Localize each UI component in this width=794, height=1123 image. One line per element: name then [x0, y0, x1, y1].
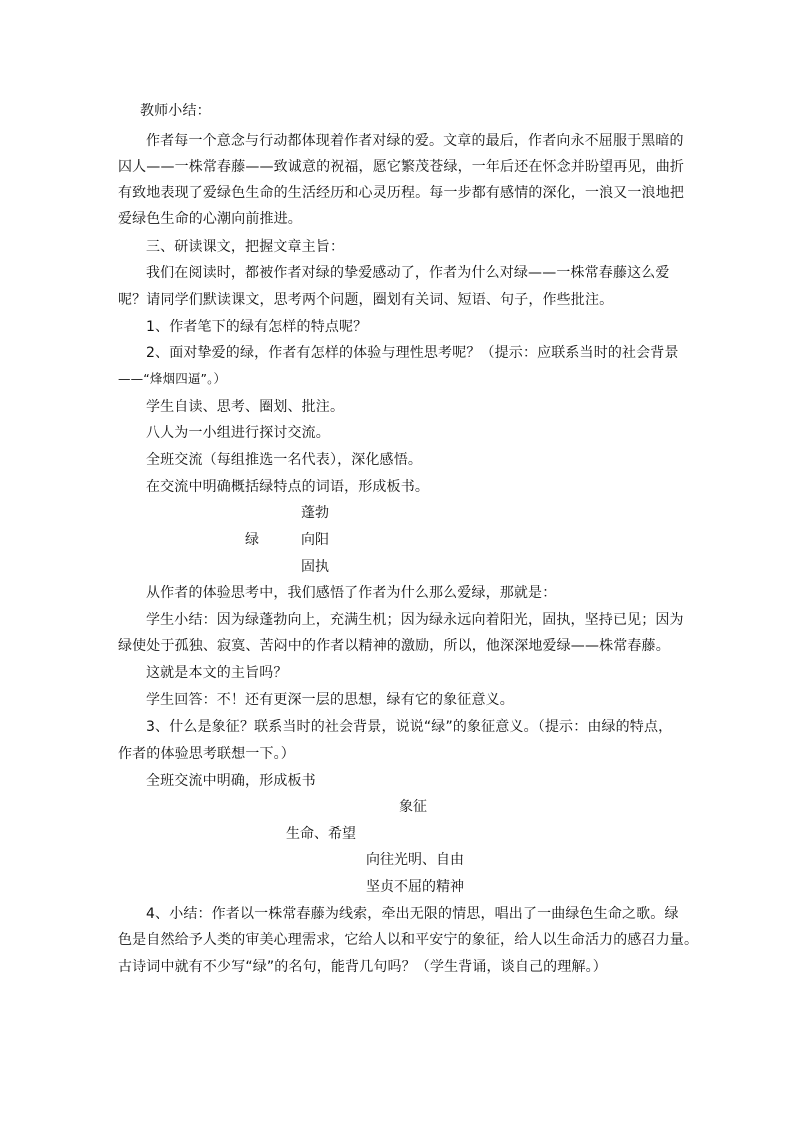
question-4-line: 色是自然给予人类的审美心理需求，它给人以和平安宁的象征，给人以生命活力的感召力量。: [118, 932, 699, 948]
board-intro: 全班交流中明确，形成板书: [146, 773, 316, 789]
paragraph-line: 从作者的体验思考中，我们感悟了作者为什么那么爱绿，那就是：: [146, 585, 557, 601]
board-item: 固执: [301, 559, 329, 575]
question-2-line: ——“烽烟四逼”。）: [118, 371, 227, 386]
step-line: 八人为一小组进行探讨交流。: [146, 425, 330, 441]
question-3-line: 作者的体验思考联想一下。）: [118, 746, 295, 762]
board-left: 生命、希望: [286, 826, 356, 842]
board-center: 绿: [245, 532, 259, 548]
question-4-line: 古诗词中就有不少写“绿”的名句，能背几句吗？（学生背诵，谈自己的理解。）: [118, 959, 607, 975]
paragraph-line: 有致地表现了爱绿色生命的生活经历和心灵历程。每一步都有感情的深化，一浪又一浪地把: [118, 185, 684, 201]
student-answer: 学生回答：不！还有更深一层的思想，绿有它的象征意义。: [146, 692, 514, 708]
board-item: 向阳: [301, 532, 329, 548]
paragraph-line: 我们在阅读时，都被作者对绿的挚爱感动了，作者为什么对绿——一株常春藤这么爱: [146, 265, 670, 281]
question-4-line: 4、小结：作者以一株常春藤为线索，牵出无限的情思，唱出了一曲绿色生命之歌。绿: [146, 906, 679, 922]
board-item: 向往光明、自由: [366, 852, 464, 868]
step-line: 全班交流（每组推选一名代表），深化感悟。: [146, 452, 422, 468]
paragraph-line: 囚人——一株常春藤——致诚意的祝福，愿它繁茂苍绿，一年后还在怀念并盼望再见，曲折: [118, 159, 684, 175]
paragraph-line: 作者每一个意念与行动都体现着作者对绿的爱。文章的最后，作者向永不屈服于黑暗的: [146, 133, 684, 149]
section3-heading: 三、研读课文，把握文章主旨：: [146, 239, 345, 255]
question-1: 1、作者笔下的绿有怎样的特点呢？: [146, 319, 368, 335]
question-2-line: 2、面对挚爱的绿，作者有怎样的体验与理性思考呢？（提示：应联系当时的社会背景: [146, 345, 679, 361]
paragraph-line: 爱绿色生命的心潮向前推进。: [118, 211, 302, 227]
board-top: 象征: [399, 799, 427, 815]
board-item: 蓬勃: [301, 505, 329, 521]
board-item: 坚贞不屈的精神: [366, 879, 464, 895]
paragraph-line: 呢？请同学们默读课文，思考两个问题，圈划有关词、短语、句子，作些批注。: [118, 292, 614, 308]
teacher-summary-heading: 教师小结：: [140, 103, 211, 119]
question-3-line: 3、什么是象征？联系当时的社会背景，说说“绿”的象征意义。（提示：由绿的特点，: [146, 719, 673, 735]
student-summary-line: 绿使处于孤独、寂寞、苦闷中的作者以精神的激励，所以，他深深地爱绿——株常春藤。: [118, 638, 670, 654]
student-summary-line: 学生小结：因为绿蓬勃向上，充满生机；因为绿永远向着阳光，固执，坚持已见；因为: [146, 612, 684, 628]
step-line: 学生自读、思考、圈划、批注。: [146, 399, 345, 415]
step-line: 在交流中明确概括绿特点的词语，形成板书。: [146, 479, 429, 495]
question-line: 这就是本文的主旨吗？: [146, 665, 288, 681]
